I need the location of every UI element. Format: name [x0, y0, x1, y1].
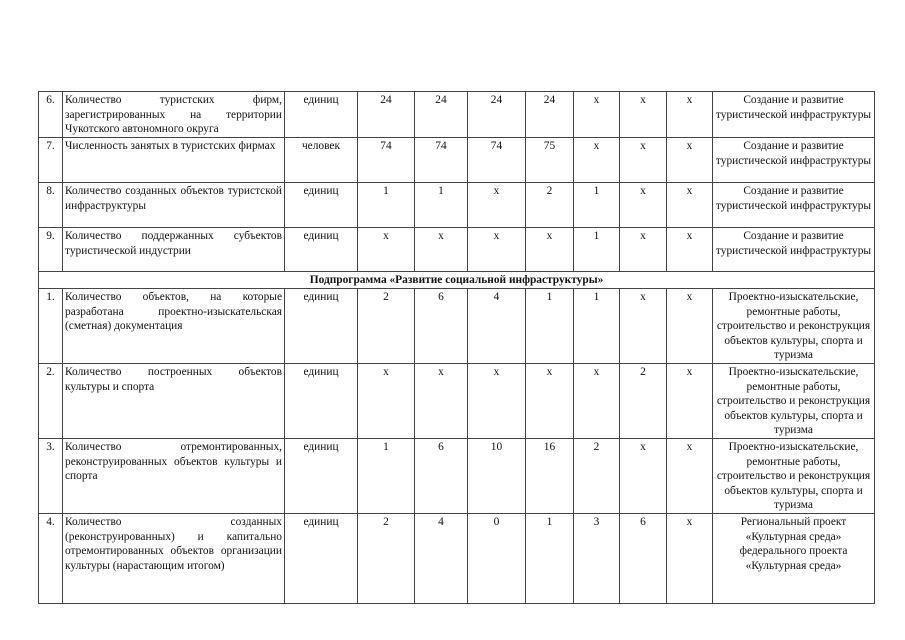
year-value: х — [574, 92, 620, 138]
year-value: 6 — [415, 289, 468, 364]
indicator-name: Количество созданных (реконструированных) и капитально отремонтированных объектов организации культуры (нарастающим итогом) — [63, 514, 285, 604]
indicator-name: Количество поддержанных субъектов туристической индустрии — [63, 228, 285, 272]
year-value: 1 — [574, 289, 620, 364]
row-number: 8. — [39, 183, 63, 228]
year-value: 2 — [358, 514, 415, 604]
year-value: х — [415, 228, 468, 272]
year-value: х — [526, 228, 574, 272]
year-value: 75 — [526, 138, 574, 183]
row-number: 4. — [39, 514, 63, 604]
related-activity: Создание и развитие туристической инфраструктуры — [713, 92, 875, 138]
unit-of-measure: человек — [285, 138, 358, 183]
year-value: х — [574, 364, 620, 439]
year-value: 2 — [620, 364, 667, 439]
year-value: 6 — [620, 514, 667, 604]
unit-of-measure: единиц — [285, 228, 358, 272]
year-value: 6 — [415, 439, 468, 514]
year-value: 3 — [574, 514, 620, 604]
year-value: 1 — [526, 289, 574, 364]
year-value: 0 — [468, 514, 526, 604]
year-value: 74 — [415, 138, 468, 183]
year-value: х — [667, 138, 713, 183]
indicator-name: Количество построенных объектов культуры и спорта — [63, 364, 285, 439]
year-value: х — [620, 183, 667, 228]
year-value: х — [667, 289, 713, 364]
indicator-name: Количество туристских фирм, зарегистрированных на территории Чукотского автономного округа — [63, 92, 285, 138]
year-value: 74 — [358, 138, 415, 183]
related-activity: Создание и развитие туристической инфраструктуры — [713, 183, 875, 228]
year-value: х — [468, 183, 526, 228]
related-activity: Создание и развитие туристической инфраструктуры — [713, 228, 875, 272]
year-value: 1 — [358, 439, 415, 514]
year-value: х — [620, 228, 667, 272]
social-infrastructure-rows — [39, 289, 875, 604]
year-value: х — [574, 138, 620, 183]
year-value: х — [667, 228, 713, 272]
year-value: х — [620, 138, 667, 183]
year-value: х — [468, 228, 526, 272]
year-value: 10 — [468, 439, 526, 514]
year-value: х — [667, 92, 713, 138]
related-activity: Проектно-изыскательские, ремонтные работы, строительство и реконструкция объектов культуры, спорта и туризма — [713, 289, 875, 364]
indicators-table — [38, 91, 875, 604]
year-value: х — [620, 289, 667, 364]
unit-of-measure: единиц — [285, 364, 358, 439]
table-row — [39, 364, 875, 439]
year-value: 74 — [468, 138, 526, 183]
year-value: х — [620, 92, 667, 138]
row-number: 3. — [39, 439, 63, 514]
indicator-name: Количество объектов, на которые разработана проектно-изыскательская (сметная) документация — [63, 289, 285, 364]
year-value: х — [667, 183, 713, 228]
unit-of-measure: единиц — [285, 439, 358, 514]
table-row — [39, 138, 875, 183]
year-value: х — [358, 364, 415, 439]
year-value: 1 — [574, 183, 620, 228]
indicator-name: Количество отремонтированных, реконструированных объектов культуры и спорта — [63, 439, 285, 514]
year-value: 2 — [574, 439, 620, 514]
unit-of-measure: единиц — [285, 92, 358, 138]
row-number: 2. — [39, 364, 63, 439]
year-value: 1 — [526, 514, 574, 604]
row-number: 1. — [39, 289, 63, 364]
year-value: 24 — [468, 92, 526, 138]
related-activity: Проектно-изыскательские, ремонтные работы, строительство и реконструкция объектов культуры, спорта и туризма — [713, 364, 875, 439]
section-title: Подпрограмма «Развитие социальной инфраструктуры» — [39, 272, 875, 289]
year-value: х — [620, 439, 667, 514]
indicator-name: Количество созданных объектов туристской инфраструктуры — [63, 183, 285, 228]
year-value: 16 — [526, 439, 574, 514]
unit-of-measure: единиц — [285, 183, 358, 228]
row-number: 7. — [39, 138, 63, 183]
year-value: 1 — [415, 183, 468, 228]
unit-of-measure: единиц — [285, 514, 358, 604]
tourism-rows — [39, 92, 875, 272]
year-value: 2 — [358, 289, 415, 364]
table-row — [39, 514, 875, 604]
year-value: 4 — [415, 514, 468, 604]
related-activity: Проектно-изыскательские, ремонтные работы, строительство и реконструкция объектов культуры, спорта и туризма — [713, 439, 875, 514]
year-value: 24 — [415, 92, 468, 138]
year-value: 24 — [358, 92, 415, 138]
table-row — [39, 439, 875, 514]
related-activity: Региональный проект «Культурная среда» федерального проекта «Культурная среда» — [713, 514, 875, 604]
section-header — [39, 272, 875, 289]
indicator-name: Численность занятых в туристских фирмах — [63, 138, 285, 183]
table-row — [39, 92, 875, 138]
year-value: х — [667, 439, 713, 514]
year-value: х — [667, 514, 713, 604]
year-value: х — [667, 364, 713, 439]
table-row — [39, 183, 875, 228]
table-row — [39, 228, 875, 272]
row-number: 9. — [39, 228, 63, 272]
year-value: 2 — [526, 183, 574, 228]
year-value: 1 — [574, 228, 620, 272]
table-row — [39, 289, 875, 364]
year-value: х — [526, 364, 574, 439]
related-activity: Создание и развитие туристической инфраструктуры — [713, 138, 875, 183]
year-value: х — [415, 364, 468, 439]
year-value: х — [358, 228, 415, 272]
row-number: 6. — [39, 92, 63, 138]
year-value: х — [468, 364, 526, 439]
year-value: 1 — [358, 183, 415, 228]
year-value: 24 — [526, 92, 574, 138]
unit-of-measure: единиц — [285, 289, 358, 364]
year-value: 4 — [468, 289, 526, 364]
